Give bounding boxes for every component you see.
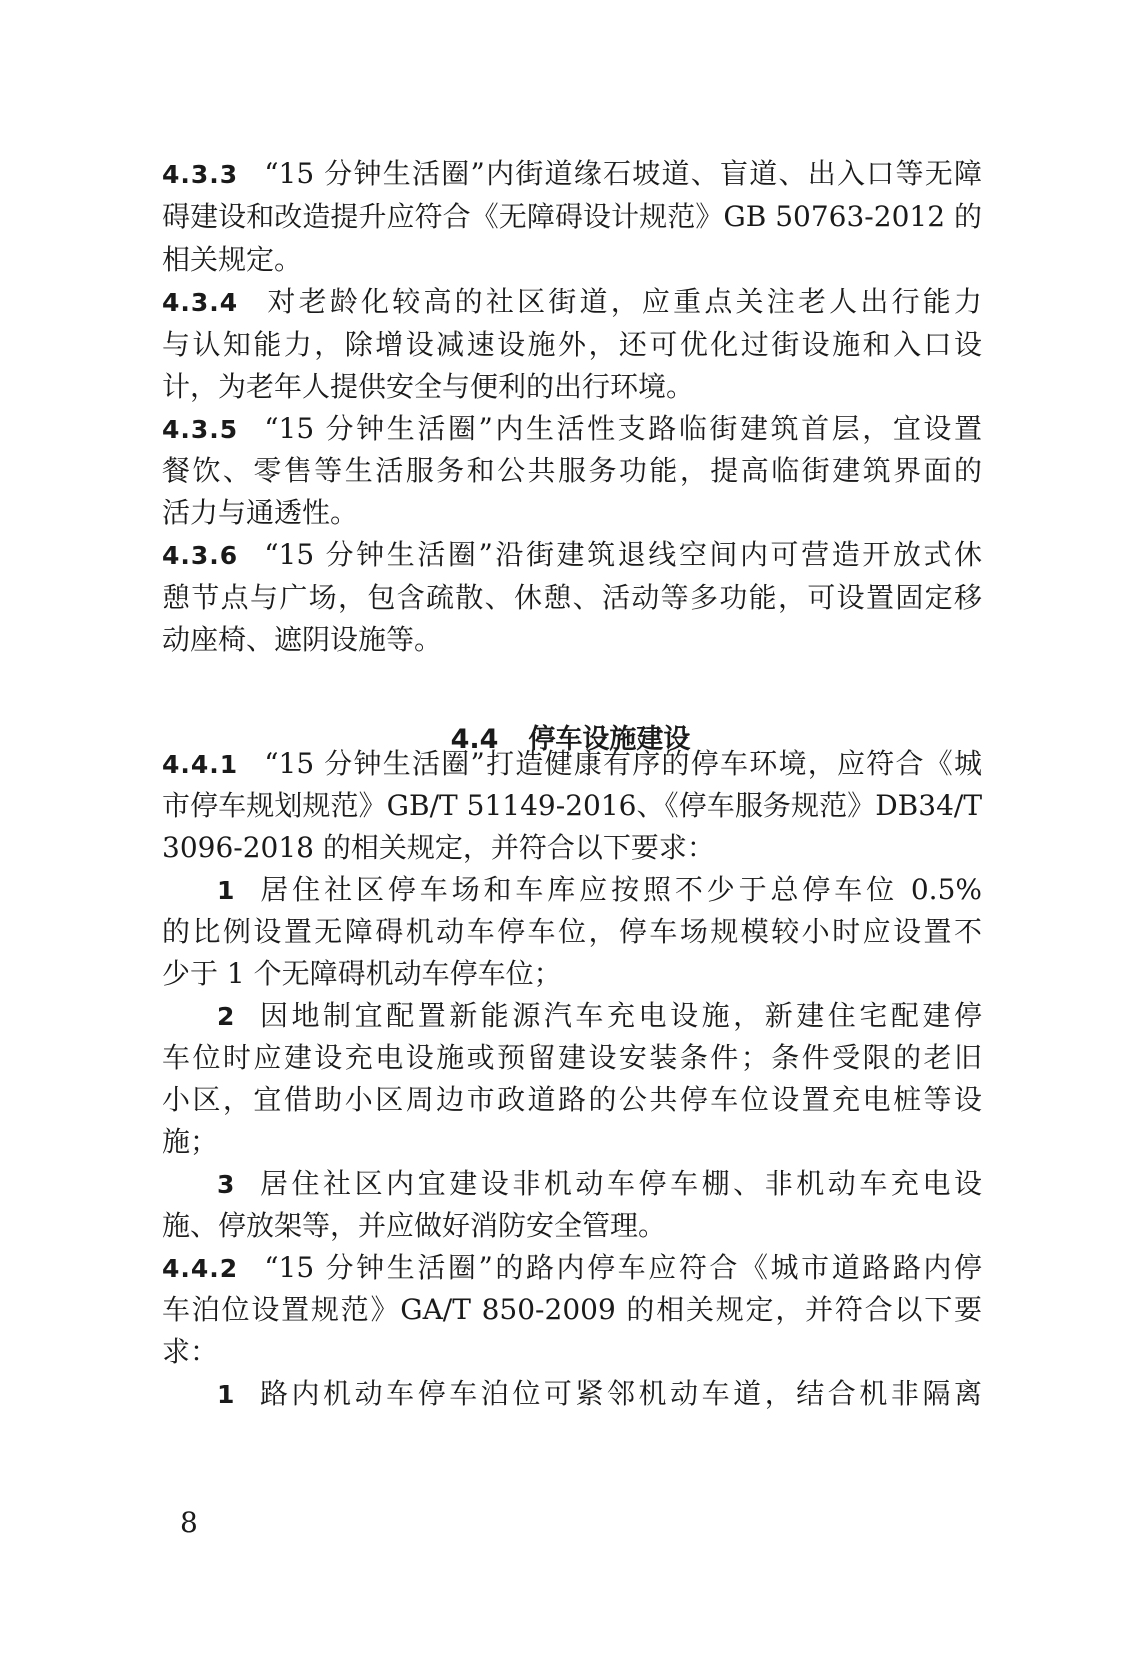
clause-number: 4.3.4	[162, 288, 239, 317]
section-number: 4.4	[450, 724, 499, 755]
clause-number: 4.3.5	[162, 415, 239, 444]
list-item-3-line-2: 施、停放架等，并应做好消防安全管理。	[162, 1209, 667, 1242]
clause-4-3-4-line-3: 计，为老年人提供安全与便利的出行环境。	[162, 370, 695, 403]
clause-4-3-5-line-3: 活力与通透性。	[162, 496, 359, 529]
clause-4-4-1-line-3: 3096-2018 的相关规定，并符合以下要求：	[162, 831, 715, 864]
clause-4-3-5-line-1: 4.3.5 “15 分钟生活圈”内生活性支路临街建筑首层，宜设置	[162, 412, 982, 445]
list-item-2-line-2: 车位时应建设充电设施或预留建设安装条件；条件受限的老旧	[162, 1041, 982, 1074]
page-number: 8	[180, 1506, 198, 1539]
section-title: 停车设施建设	[528, 724, 691, 755]
clause-number: 4.3.6	[162, 541, 239, 570]
item-number: 2	[217, 1002, 235, 1031]
clause-4-4-2-line-3: 求：	[162, 1335, 219, 1368]
clause-4-3-6-line-2: 憩节点与广场，包含疏散、休憩、活动等多功能，可设置固定移	[162, 581, 982, 614]
item-number: 3	[217, 1170, 235, 1199]
clause-4-3-4-line-1: 4.3.4 对老龄化较高的社区街道，应重点关注老人出行能力	[162, 285, 982, 318]
list-item-3-line-1: 3 居住社区内宜建设非机动车停车棚、非机动车充电设	[217, 1167, 982, 1200]
clause-number: 4.3.3	[162, 160, 239, 189]
list-item-1-line-2: 的比例设置无障碍机动车停车位，停车场规模较小时应设置不	[162, 915, 982, 948]
list-item-2-line-4: 施；	[162, 1125, 219, 1158]
clause-number: 4.4.1	[162, 750, 239, 779]
item-number: 1	[217, 1380, 235, 1409]
clause-4-3-5-line-2: 餐饮、零售等生活服务和公共服务功能，提高临街建筑界面的	[162, 454, 982, 487]
list-item-1-line-1: 1 居住社区停车场和车库应按照不少于总停车位 0.5%	[217, 873, 982, 906]
list-item-2-line-3: 小区，宜借助小区周边市政道路的公共停车位设置充电桩等设	[162, 1083, 982, 1116]
clause-4-3-3-line-3: 相关规定。	[162, 243, 303, 276]
clause-4-4-1-line-2: 市停车规划规范》GB/T 51149-2016、《停车服务规范》DB34/T	[162, 789, 982, 822]
clause-4-4-2-line-2: 车泊位设置规范》GA/T 850-2009 的相关规定，并符合以下要	[162, 1293, 982, 1326]
clause-4-3-6-line-3: 动座椅、遮阴设施等。	[162, 623, 443, 656]
clause-4-3-6-line-1: 4.3.6 “15 分钟生活圈”沿街建筑退线空间内可营造开放式休	[162, 538, 982, 571]
clause-4-3-4-line-2: 与认知能力，除增设减速设施外，还可优化过街设施和入口设	[162, 328, 982, 361]
clause-number: 4.4.2	[162, 1254, 239, 1283]
list-item-4-4-2-1-line-1: 1 路内机动车停车泊位可紧邻机动车道，结合机非隔离	[217, 1377, 982, 1410]
list-item-2-line-1: 2 因地制宜配置新能源汽车充电设施，新建住宅配建停	[217, 999, 982, 1032]
clause-4-4-1-line-1: 4.4.1 “15 分钟生活圈”打造健康有序的停车环境，应符合《城	[162, 747, 982, 780]
clause-4-3-3-line-2: 碍建设和改造提升应符合《无障碍设计规范》GB 50763-2012 的	[162, 200, 982, 233]
clause-4-4-2-line-1: 4.4.2 “15 分钟生活圈”的路内停车应符合《城市道路路内停	[162, 1251, 982, 1284]
item-number: 1	[217, 876, 235, 905]
clause-4-3-3-line-1: 4.3.3 “15 分钟生活圈”内街道缘石坡道、盲道、出入口等无障	[162, 157, 982, 190]
list-item-1-line-3: 少于 1 个无障碍机动车停车位；	[162, 957, 562, 990]
